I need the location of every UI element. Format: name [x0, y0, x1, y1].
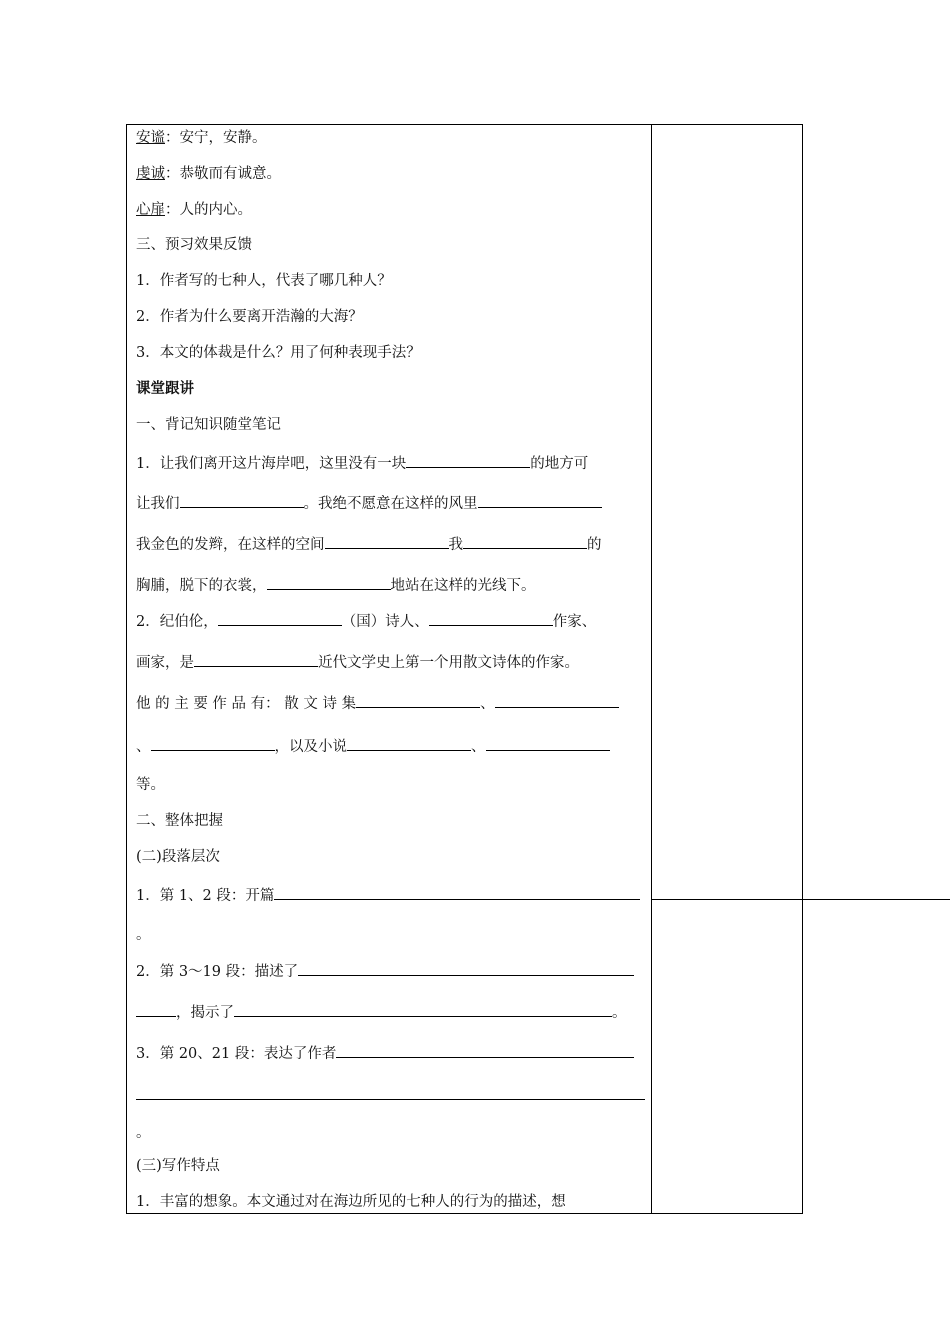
- answer-blank[interactable]: [486, 735, 610, 751]
- subsection-heading: (三)写作特点: [136, 1158, 220, 1174]
- fill-line: 胸脯，脱下的衣裳， 地站在这样的光线下。: [136, 574, 646, 596]
- fill-line: 2．第 3～19 段：描述了: [136, 960, 646, 982]
- fill-line: 3．第 20、21 段：表达了作者: [136, 1042, 646, 1064]
- fill-line: ，揭示了 。: [136, 1001, 646, 1023]
- answer-blank[interactable]: [406, 452, 530, 468]
- answer-blank[interactable]: [298, 960, 634, 976]
- answer-blank[interactable]: [347, 735, 471, 751]
- vocab-item: 安谧：安宁，安静。: [136, 130, 267, 146]
- fill-line: 他 的 主 要 作 品 有： 散 文 诗 集 、: [136, 692, 646, 714]
- answer-line-overflow: [651, 899, 950, 900]
- subsection-heading: 一、背记知识随堂笔记: [136, 417, 281, 433]
- answer-blank[interactable]: [429, 610, 553, 626]
- answer-blank[interactable]: [478, 492, 602, 508]
- answer-blank[interactable]: [136, 1001, 176, 1017]
- answer-blank[interactable]: [495, 692, 619, 708]
- question: 3．本文的体裁是什么？用了何种表现手法？: [136, 345, 421, 361]
- question: 2．作者为什么要离开浩瀚的大海？: [136, 309, 363, 325]
- answer-blank[interactable]: [180, 492, 304, 508]
- subsection-heading: (二)段落层次: [136, 849, 220, 865]
- vocab-term: 心扉: [136, 202, 165, 218]
- answer-blank[interactable]: [336, 1042, 634, 1058]
- section-heading: 课堂跟讲: [136, 380, 194, 397]
- vocab-term: 虔诚: [136, 166, 165, 182]
- fill-line: 2．纪伯伦， （国）诗人、 作家、: [136, 610, 646, 632]
- answer-blank[interactable]: [234, 1001, 612, 1017]
- fill-line: 1．第 1、2 段：开篇: [136, 884, 646, 906]
- column-divider: [651, 124, 652, 1214]
- vocab-definition: 恭敬而有诚意。: [179, 166, 281, 182]
- answer-blank[interactable]: [356, 692, 480, 708]
- vocab-item: 虔诚：恭敬而有诚意。: [136, 166, 281, 182]
- answer-blank[interactable]: [325, 533, 449, 549]
- question: 1．作者写的七种人，代表了哪几种人？: [136, 273, 392, 289]
- section-heading: 三、预习效果反馈: [136, 237, 252, 253]
- fill-line: 我金色的发辫，在这样的空间 我 的: [136, 533, 646, 555]
- answer-blank[interactable]: [136, 1084, 645, 1100]
- fill-line: [136, 1084, 646, 1106]
- vocab-item: 心扉：人的内心。: [136, 202, 252, 218]
- text-line: 等。: [136, 777, 165, 793]
- fill-line: 让我们 。我绝不愿意在这样的风里: [136, 492, 646, 514]
- fill-line: 画家，是 近代文学史上第一个用散文诗体的作家。: [136, 651, 646, 673]
- answer-blank[interactable]: [274, 884, 640, 900]
- fill-line: 、 ，以及小说 、: [136, 735, 646, 757]
- text-line: 。: [136, 1125, 151, 1141]
- subsection-heading: 二、整体把握: [136, 813, 223, 829]
- vocab-term: 安谧: [136, 130, 165, 146]
- fill-line: 1．让我们离开这片海岸吧，这里没有一块 的地方可: [136, 452, 646, 474]
- answer-blank[interactable]: [194, 651, 318, 667]
- answer-blank[interactable]: [151, 735, 275, 751]
- answer-blank[interactable]: [218, 610, 342, 626]
- text-line: 1．丰富的想象。本文通过对在海边所见的七种人的行为的描述，想: [136, 1194, 566, 1210]
- answer-blank[interactable]: [267, 574, 391, 590]
- answer-blank[interactable]: [463, 533, 587, 549]
- vocab-definition: 人的内心。: [179, 202, 252, 218]
- vocab-definition: 安宁，安静。: [179, 130, 267, 146]
- text-line: 。: [136, 927, 151, 943]
